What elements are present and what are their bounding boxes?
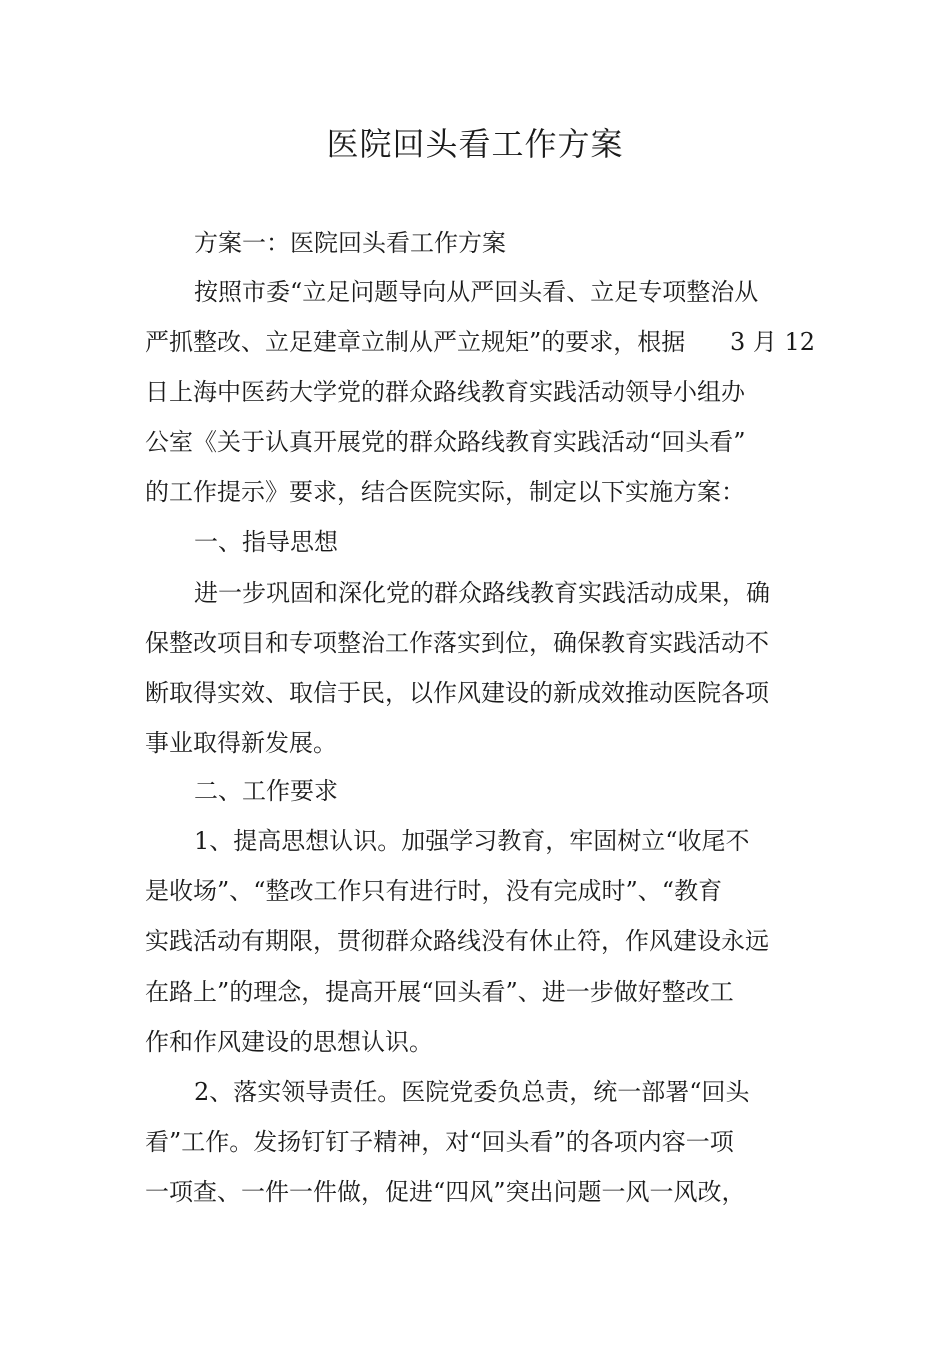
document-title: 医院回头看工作方案 — [326, 125, 624, 163]
paragraph-line: 进一步巩固和深化党的群众路线教育实践活动成果，确 — [194, 579, 770, 607]
section-heading: 一、指导思想 — [194, 528, 338, 556]
paragraph-line: 作和作风建设的思想认识。 — [145, 1028, 433, 1056]
paragraph-line: 断取得实效、取信于民，以作风建设的新成效推动医院各项 — [145, 679, 769, 707]
paragraph-line: 1、提高思想认识。加强学习教育，牢固树立“收尾不 — [194, 827, 750, 855]
paragraph-line: 是收场”、“整改工作只有进行时，没有完成时”、“教育 — [145, 877, 723, 905]
paragraph-line: 看”工作。发扬钉钉子精神，对“回头看”的各项内容一项 — [145, 1128, 734, 1156]
paragraph-line: 保整改项目和专项整治工作落实到位，确保教育实践活动不 — [145, 629, 769, 657]
section-heading: 二、工作要求 — [194, 777, 338, 805]
paragraph-line: 事业取得新发展。 — [145, 729, 337, 757]
paragraph-line: 的工作提示》要求，结合医院实际，制定以下实施方案： — [145, 478, 745, 506]
paragraph-line: 在路上”的理念，提高开展“回头看”、进一步做好整改工 — [145, 978, 734, 1006]
paragraph-line: 公室《关于认真开展党的群众路线教育实践活动“回头看” — [145, 428, 746, 456]
scheme-heading: 方案一：医院回头看工作方案 — [194, 229, 506, 257]
paragraph-line: 按照市委“立足问题导向从严回头看、立足专项整治从 — [194, 278, 759, 306]
paragraph-line: 严抓整改、立足建章立制从严立规矩”的要求，根据 — [145, 328, 686, 356]
paragraph-line: 日上海中医药大学党的群众路线教育实践活动领导小组办 — [145, 378, 745, 406]
date-fragment: 3 月 12 — [730, 328, 816, 356]
paragraph-line: 实践活动有期限，贯彻群众路线没有休止符，作风建设永远 — [145, 927, 769, 955]
paragraph-line: 一项查、一件一件做，促进“四风”突出问题一风一风改， — [145, 1178, 746, 1206]
paragraph-line: 2、落实领导责任。医院党委负总责，统一部署“回头 — [194, 1078, 750, 1106]
